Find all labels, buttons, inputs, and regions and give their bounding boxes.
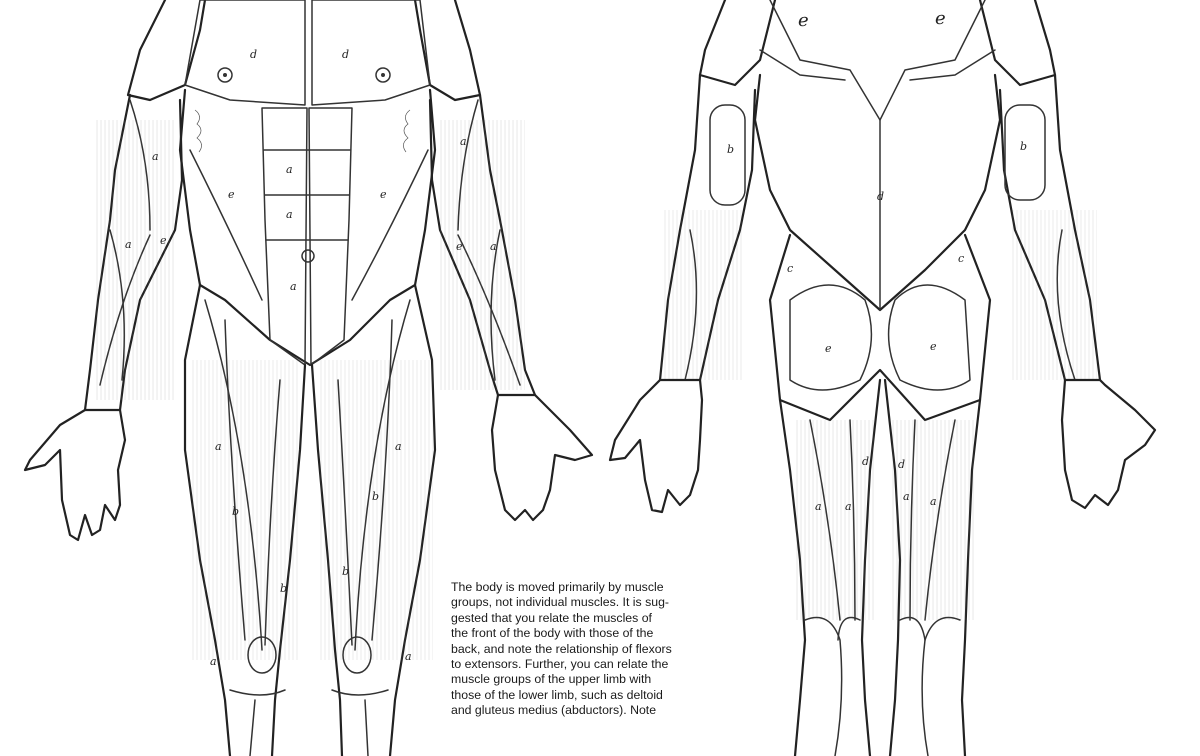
back-label: a: [845, 500, 852, 513]
front-label: a: [395, 440, 402, 453]
back-label: a: [930, 495, 937, 508]
front-label: b: [280, 582, 288, 595]
caption-line: those of the lower limb, such as deltoid: [451, 687, 663, 702]
back-label: e: [930, 340, 937, 353]
caption-line: back, and note the relationship of flexors: [451, 641, 672, 656]
front-label: a: [125, 238, 132, 251]
back-label: c: [958, 252, 965, 265]
back-label: b: [727, 143, 735, 156]
back-muscle-labels: [727, 8, 1027, 513]
front-label: a: [490, 240, 497, 253]
back-label: a: [903, 490, 910, 503]
front-label: a: [405, 650, 412, 663]
front-label: a: [286, 208, 293, 221]
front-label: a: [290, 280, 297, 293]
front-label: d: [250, 48, 258, 61]
caption-line: groups, not individual muscles. It is sug-: [451, 595, 670, 610]
back-label: e: [935, 8, 946, 29]
caption-line: the front of the body with those of the: [451, 626, 654, 641]
front-label: a: [210, 655, 217, 668]
front-label: b: [342, 565, 350, 578]
back-label: a: [815, 500, 822, 513]
caption-line: The body is moved primarily by muscle: [451, 580, 664, 594]
back-label: d: [898, 458, 906, 471]
back-label: c: [787, 262, 794, 275]
front-label: d: [342, 48, 350, 61]
front-label: e: [380, 188, 387, 201]
back-label: b: [1020, 140, 1028, 153]
front-label: a: [152, 150, 159, 163]
back-label: e: [798, 10, 809, 31]
back-label: e: [825, 342, 832, 355]
caption-text: [451, 580, 769, 719]
caption-line: and gluteus medius (abductors). Note: [451, 703, 657, 718]
front-label: a: [215, 440, 222, 453]
front-label: e: [456, 240, 463, 253]
front-label: b: [232, 505, 240, 518]
front-label: b: [372, 490, 380, 503]
back-label: d: [862, 455, 870, 468]
front-label: a: [286, 163, 293, 176]
caption-line: to extensors. Further, you can relate the: [451, 657, 669, 672]
front-label: e: [160, 234, 167, 247]
caption-line: muscle groups of the upper limb with: [451, 672, 652, 687]
front-label: e: [228, 188, 235, 201]
back-label: d: [877, 190, 885, 203]
front-label: a: [460, 135, 467, 148]
caption-line: gested that you relate the muscles of: [451, 610, 652, 625]
